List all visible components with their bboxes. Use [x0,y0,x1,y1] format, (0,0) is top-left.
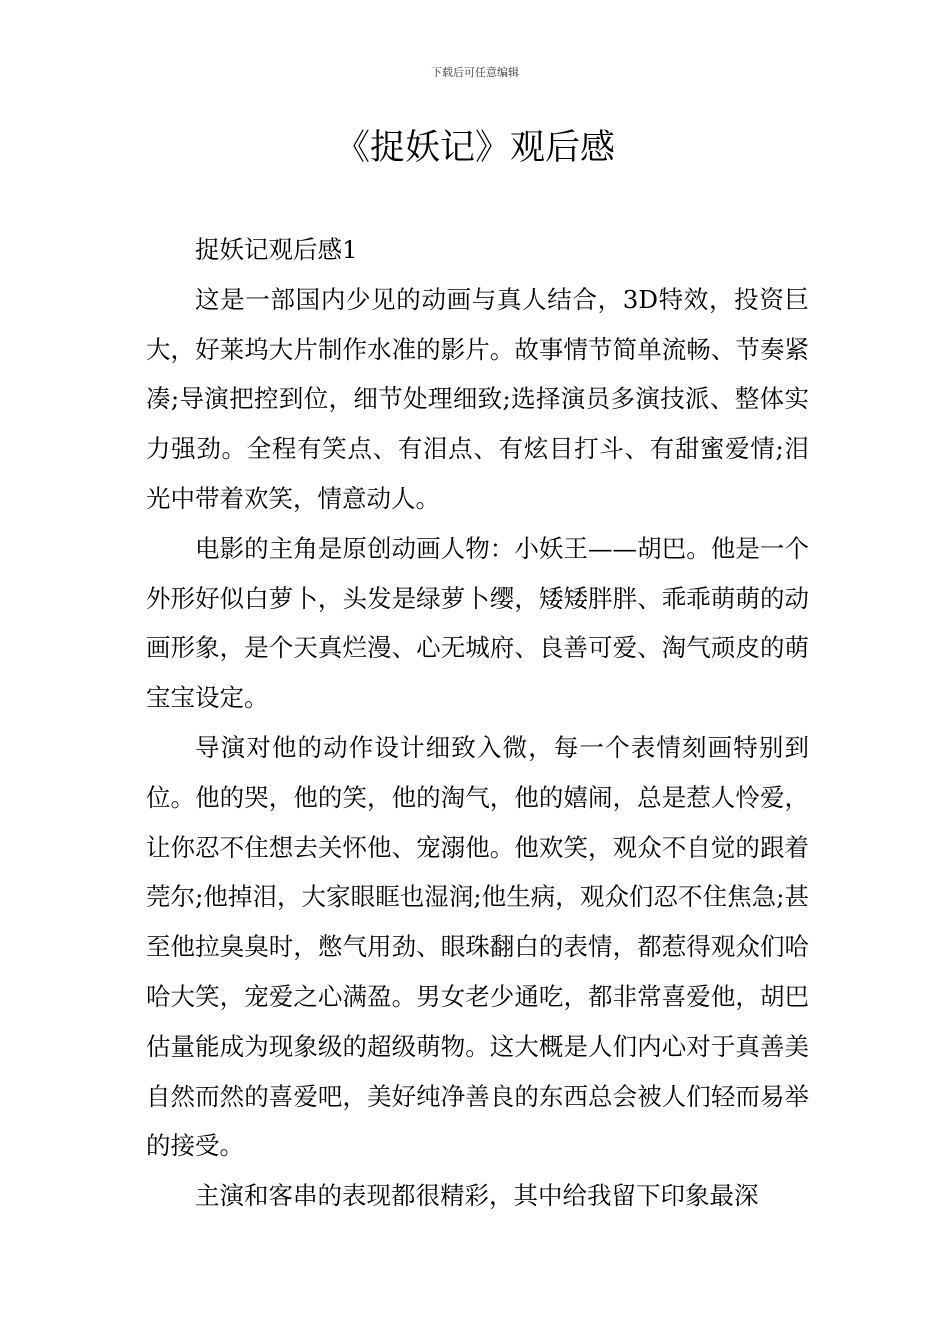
paragraph-subtitle: 捉妖记观后感1 [195,235,358,264]
paragraph-protagonist: 电影的主角是原创动画人物：小妖王——胡巴。他是一个外形好似白萝卜，头发是绿萝卜缨，矮矮胖胖、乖乖萌萌的动画形象，是个天真烂漫、心无城府、良善可爱、淘气顽皮的萌宝宝设定。 [146,533,809,713]
document-body [146,225,809,1221]
header-note: 下载后可任意编辑 [431,66,519,79]
paragraph-intro: 这是一部国内少见的动画与真人结合，3D特效，投资巨大，好莱坞大片制作水准的影片。故事情节简单流畅、节奏紧凑;导演把控到位，细节处理细致;选择演员多演技派、整体实力强劲。全程有笑点、有泪点、有炫目打斗、有甜蜜爱情;泪光中带着欢笑，情意动人。 [146,284,809,513]
paragraph-cast: 主演和客串的表现都很精彩，其中给我留下印象最深 [195,1181,759,1211]
document-title: 《捉妖记》观后感 [334,128,615,168]
paragraph-director: 导演对他的动作设计细致入微，每一个表情刻画特别到位。他的哭，他的笑，他的淘气，他的嬉闹，总是惹人怜爱，让你忍不住想去关怀他、宠溺他。他欢笑，观众不自觉的跟着莞尔;他掉泪，大家眼眶也湿润;他生病，观众们忍不住焦急;甚至他拉臭臭时，憋气用劲、眼珠翻白的表情，都惹得观众们哈哈大笑，宠爱之心满盈。男女老少通吃，都非常喜爱他，胡巴估量能成为现象级的超级萌物。这大概是人们内心对于真善美自然而然的喜爱吧，美好纯净善良的东西总会被人们轻而易举的接受。 [146,732,809,1161]
